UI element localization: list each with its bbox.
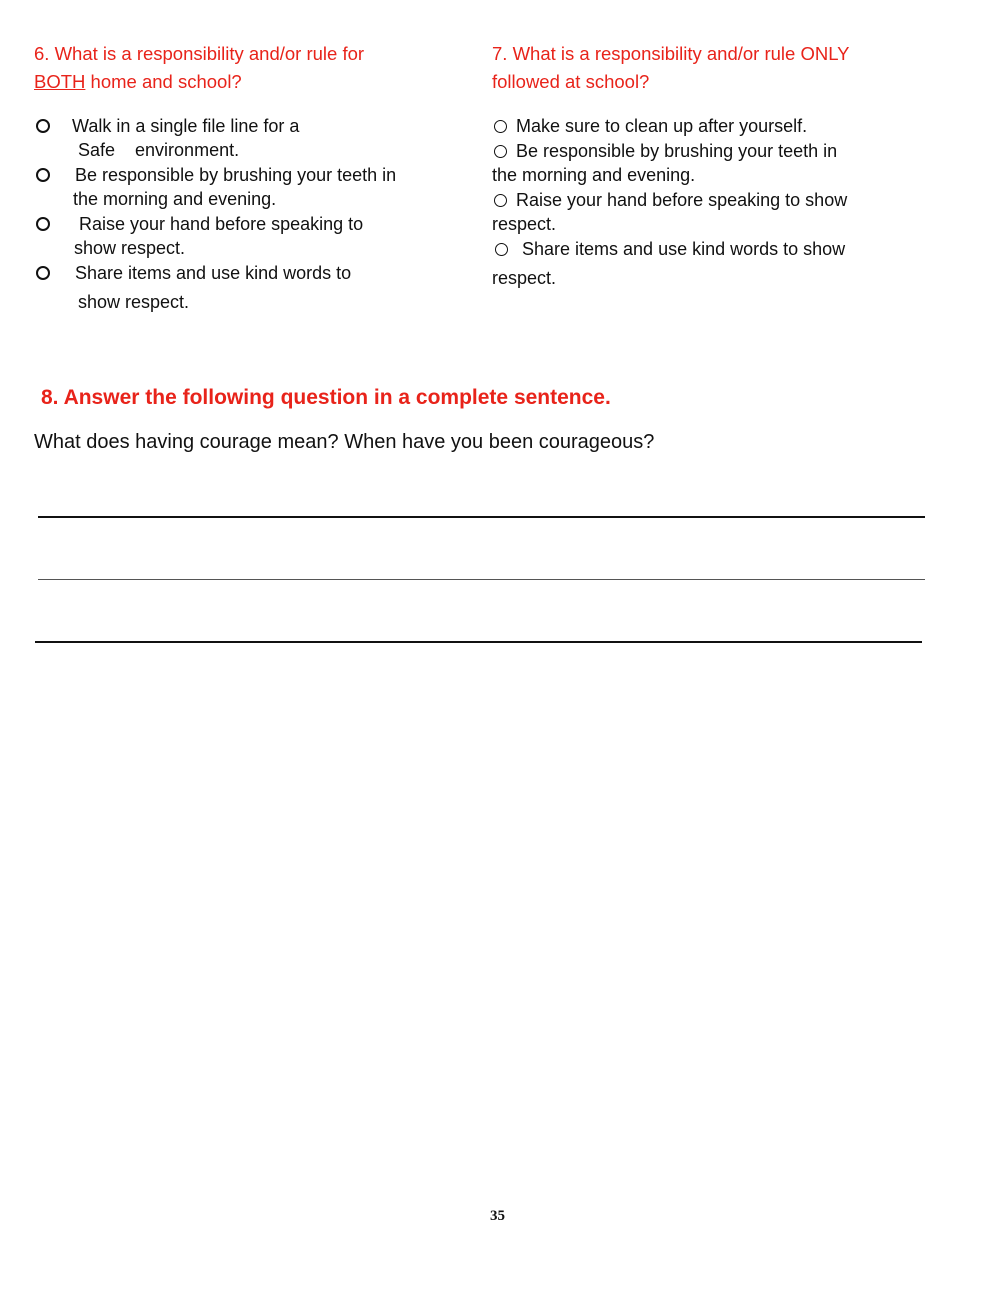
q6-option-3[interactable] — [34, 212, 464, 261]
q6-both-underlined: BOTH — [34, 71, 86, 92]
q6-options — [34, 114, 464, 321]
q6-option-2[interactable] — [34, 163, 464, 212]
q6-option-1-radio-icon[interactable] — [36, 119, 50, 133]
q7-option-1-line1: Make sure to clean up after yourself. — [516, 116, 808, 136]
q7-title-line1: 7. What is a responsibility and/or rule ONLY — [492, 43, 850, 64]
q6-option-4-radio-icon[interactable] — [36, 266, 50, 280]
q6-option-3-line1: Raise your hand before speaking to — [79, 214, 364, 234]
q6-option-4-line1: Share items and use kind words to — [75, 263, 352, 283]
q6-option-1-line1: Walk in a single file line for a — [72, 116, 300, 136]
q7-option-4[interactable] — [492, 237, 932, 292]
q7-option-2-line2: the morning and evening. — [492, 165, 696, 185]
q6-option-4[interactable] — [34, 261, 464, 321]
q7-option-4-line1: Share items and use kind words to show — [522, 239, 846, 259]
q7-option-3-line1: Raise your hand before speaking to show — [516, 190, 848, 210]
q7-option-1[interactable] — [492, 114, 932, 139]
q7-option-2[interactable] — [492, 139, 932, 188]
q7-title — [492, 40, 932, 96]
q7-option-3-radio-icon[interactable] — [494, 194, 507, 207]
q7-option-4-radio-icon[interactable] — [495, 243, 508, 256]
page-number: 35 — [490, 1208, 505, 1224]
answer-line-1[interactable] — [38, 516, 925, 518]
answer-line-3[interactable] — [35, 641, 922, 643]
q6-option-2-line2: the morning and evening. — [73, 189, 277, 209]
q7-title-line2: followed at school? — [492, 71, 650, 92]
q6-option-1[interactable] — [34, 114, 464, 163]
q7-option-2-line1: Be responsible by brushing your teeth in — [516, 141, 838, 161]
answer-line-2[interactable] — [38, 579, 925, 580]
q7-option-3[interactable] — [492, 188, 932, 237]
q6-option-1-line2: Safe environment. — [78, 140, 240, 160]
q6-option-3-radio-icon[interactable] — [36, 217, 50, 231]
q7-options — [492, 114, 932, 292]
q6-option-3-line2: show respect. — [74, 238, 186, 258]
q6-title-line1: 6. What is a responsibility and/or rule for — [34, 43, 365, 64]
q6-option-2-radio-icon[interactable] — [36, 168, 50, 182]
q7-option-1-radio-icon[interactable] — [494, 120, 507, 133]
q8-prompt: What does having courage mean? When have you been courageous? — [34, 431, 655, 453]
q6-option-4-line2: show respect. — [78, 292, 190, 312]
q6-title — [34, 40, 454, 96]
q6-title-line2 — [34, 68, 454, 96]
q7-option-2-radio-icon[interactable] — [494, 145, 507, 158]
q7-option-4-line2: respect. — [492, 268, 557, 288]
q6-option-2-line1: Be responsible by brushing your teeth in — [75, 165, 397, 185]
q7-option-3-line2: respect. — [492, 214, 557, 234]
q8-heading: 8. Answer the following question in a complete sentence. — [41, 386, 611, 409]
q6-title-rest: home and school? — [85, 71, 242, 92]
